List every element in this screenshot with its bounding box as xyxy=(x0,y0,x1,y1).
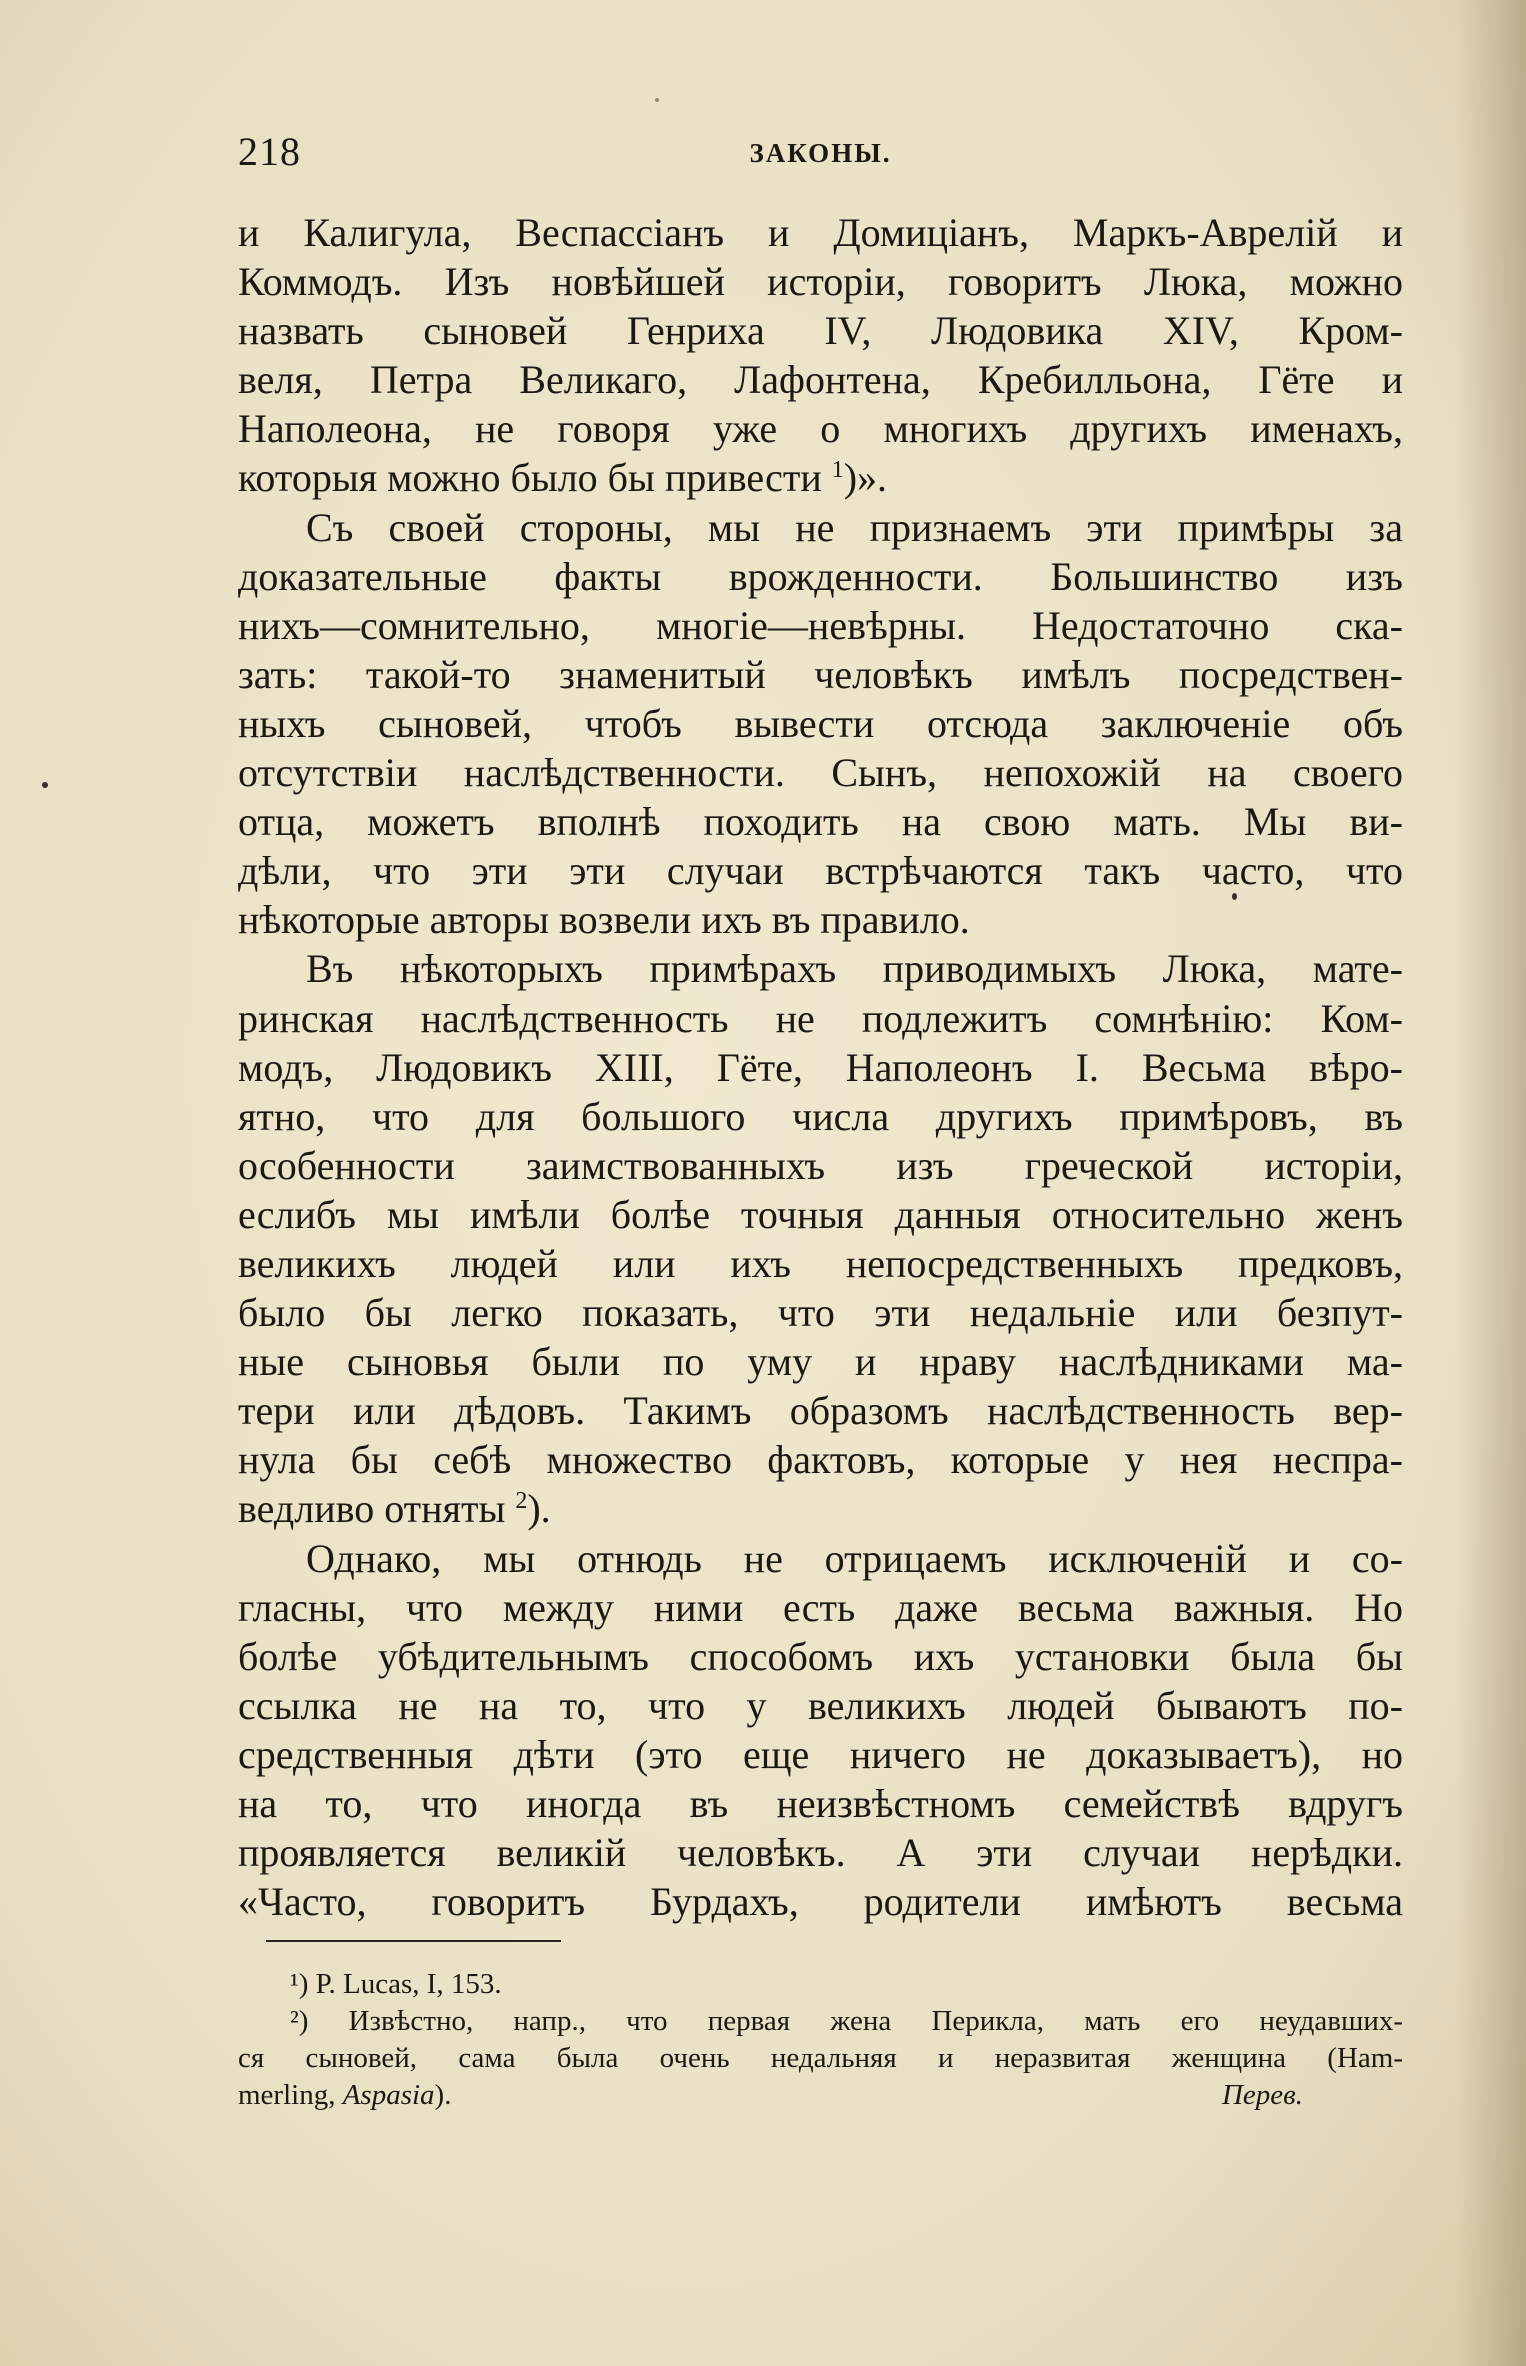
text-line-segment: )». xyxy=(843,455,888,501)
text-line: ссылка не на то, что у великихъ людей бываютъ по- xyxy=(238,1682,1403,1728)
text-line: Коммодъ. Изъ новѣйшей исторіи, говоритъ Люка, можно xyxy=(238,259,1403,305)
body-text xyxy=(238,208,1403,1926)
text-line: веля, Петра Великаго, Лафонтена, Кребилльона, Гёте и xyxy=(238,357,1403,403)
paragraph-3 xyxy=(238,944,1403,1533)
text-line: назвать сыновей Генриха IV, Людовика XIV, Кром- xyxy=(238,308,1403,354)
text-line: проявляется великій человѣкъ. А эти случаи нерѣдки. xyxy=(238,1830,1403,1876)
text-line-segment: которыя можно было бы привести xyxy=(238,455,832,501)
text-line: дѣли, что эти эти случаи встрѣчаются такъ часто, что xyxy=(238,848,1403,894)
text-line: ринская наслѣдственность не подлежитъ сомнѣнію: Ком- xyxy=(238,995,1403,1041)
page-number: 218 xyxy=(238,129,301,174)
text-line xyxy=(238,453,1403,502)
footnotes xyxy=(238,1966,1403,2114)
text-line: великихъ людей или ихъ непосредственныхъ предковъ, xyxy=(238,1240,1403,1286)
text-line: тери или дѣдовъ. Такимъ образомъ наслѣдственность вер- xyxy=(238,1388,1403,1434)
text-line: особенности заимствованныхъ изъ греческой исторіи, xyxy=(238,1142,1403,1188)
text-line-segment: ). xyxy=(527,1486,551,1532)
text-line: гласны, что между ними есть даже весьма важныя. Но xyxy=(238,1584,1403,1630)
text-line: зать: такой-то знаменитый человѣкъ имѣлъ посредствен- xyxy=(238,651,1403,697)
text-line: Съ своей стороны, мы не признаемъ эти примѣры за xyxy=(306,504,1403,550)
translator-note-signature: Перев. xyxy=(1221,2079,1303,2111)
footnote-2-line: ся сыновей, сама была очень недальняя и неразвитая женщина (Ham- xyxy=(238,2042,1403,2074)
footnote-book-title: Aspasia xyxy=(342,2079,435,2111)
text-line: доказательные факты врожденности. Большинство изъ xyxy=(238,553,1403,599)
footnote-ref-2: 2 xyxy=(515,1488,528,1515)
footnote-2-line: ²) Извѣстно, напр., что первая жена Перикла, мать его неудавших- xyxy=(290,2005,1403,2037)
paragraph-4 xyxy=(238,1534,1403,1927)
page-edge-shadow xyxy=(1456,0,1526,2366)
text-line-segment: ведливо отняты xyxy=(238,1486,516,1532)
text-line: нихъ—сомнительно, многіе—невѣрны. Недостаточно ска- xyxy=(238,602,1403,648)
footnote-ref-1: 1 xyxy=(831,457,844,484)
running-head: ЗАКОНЫ. xyxy=(749,138,892,168)
scan-speck xyxy=(1232,893,1237,900)
text-line: отсутствіи наслѣдственности. Сынъ, непохожій на своего xyxy=(238,750,1403,796)
text-line: средственныя дѣти (это еще ничего не доказываетъ), но xyxy=(238,1731,1403,1777)
footnote-divider xyxy=(266,1940,561,1942)
text-line: отца, можетъ вполнѣ походить на свою мать. Мы ви- xyxy=(238,799,1403,845)
scan-speck xyxy=(655,98,659,102)
text-line: болѣе убѣдительнымъ способомъ ихъ установки была бы xyxy=(238,1633,1403,1679)
text-line xyxy=(238,1484,1403,1533)
text-line: ныхъ сыновей, чтобъ вывести отсюда заключеніе объ xyxy=(238,700,1403,746)
text-line: еслибъ мы имѣли болѣе точныя данныя относительно женъ xyxy=(238,1191,1403,1237)
text-line: Въ нѣкоторыхъ примѣрахъ приводимыхъ Люка, мате- xyxy=(306,946,1403,992)
footnote-text: ). xyxy=(434,2079,452,2111)
footnote-2-line xyxy=(238,2077,1403,2114)
scan-speck xyxy=(42,782,48,788)
text-line: Однако, мы отнюдь не отрицаемъ исключеній и со- xyxy=(306,1535,1403,1581)
text-line: Наполеона, не говоря уже о многихъ другихъ именахъ, xyxy=(238,406,1403,452)
page-header xyxy=(238,128,1403,178)
footnote-text: merling, xyxy=(238,2079,343,2111)
text-line: «Часто, говоритъ Бурдахъ, родители имѣютъ весьма xyxy=(238,1879,1403,1925)
text-line: ятно, что для большого числа другихъ примѣровъ, въ xyxy=(238,1093,1403,1139)
text-line: нѣкоторые авторы возвели ихъ въ правило. xyxy=(238,897,970,943)
paragraph-1 xyxy=(238,208,1403,503)
paragraph-2 xyxy=(238,503,1403,945)
text-line: модъ, Людовикъ XIII, Гёте, Наполеонъ I. Весьма вѣро- xyxy=(238,1044,1403,1090)
text-line: на то, что иногда въ неизвѣстномъ семействѣ вдругъ xyxy=(238,1781,1403,1826)
text-line: нула бы себѣ множество фактовъ, которые у нея неспра- xyxy=(238,1437,1403,1483)
text-line: было бы легко показать, что эти недальніе или безпут- xyxy=(238,1290,1403,1336)
text-line: ные сыновья были по уму и нраву наслѣдниками ма- xyxy=(238,1339,1403,1385)
text-line: и Калигула, Веспассіанъ и Домиціанъ, Маркъ-Аврелій и xyxy=(238,210,1403,255)
footnote-1: ¹) P. Lucas, I, 153. xyxy=(290,1968,502,2000)
